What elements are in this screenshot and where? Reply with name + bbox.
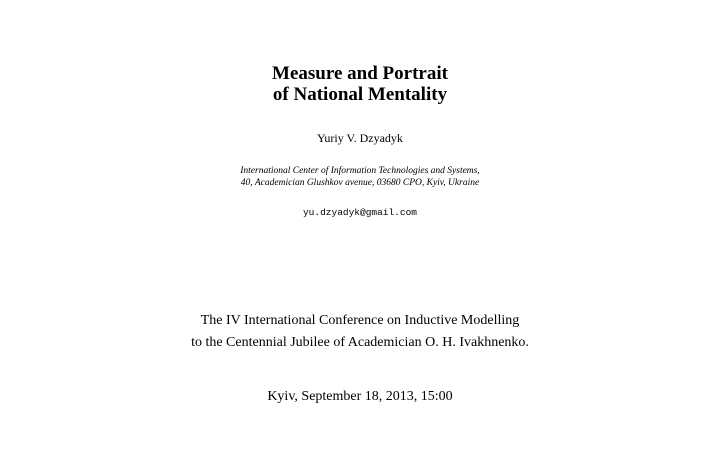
conference-line-2: to the Centennial Jubilee of Academician O. H. Ivakhnenko.: [191, 335, 529, 350]
affiliation-line-1: International Center of Information Technologies and Systems,: [240, 166, 480, 176]
affiliation-line-2: 40, Academician Glushkov avenue, 03680 CPO, Kyiv, Ukraine: [240, 178, 480, 188]
author-email: yu.dzyadyk@gmail.com: [302, 207, 418, 218]
slide-title-line-2: of National Mentality: [272, 84, 448, 105]
slide-title-line-1: Measure and Portrait: [272, 63, 448, 84]
date-location: Kyiv, September 18, 2013, 15:00: [267, 389, 453, 404]
conference-line-1: The IV International Conference on Inductive Modelling: [200, 313, 520, 328]
author-name: Yuriy V. Dzyadyk: [317, 131, 403, 145]
